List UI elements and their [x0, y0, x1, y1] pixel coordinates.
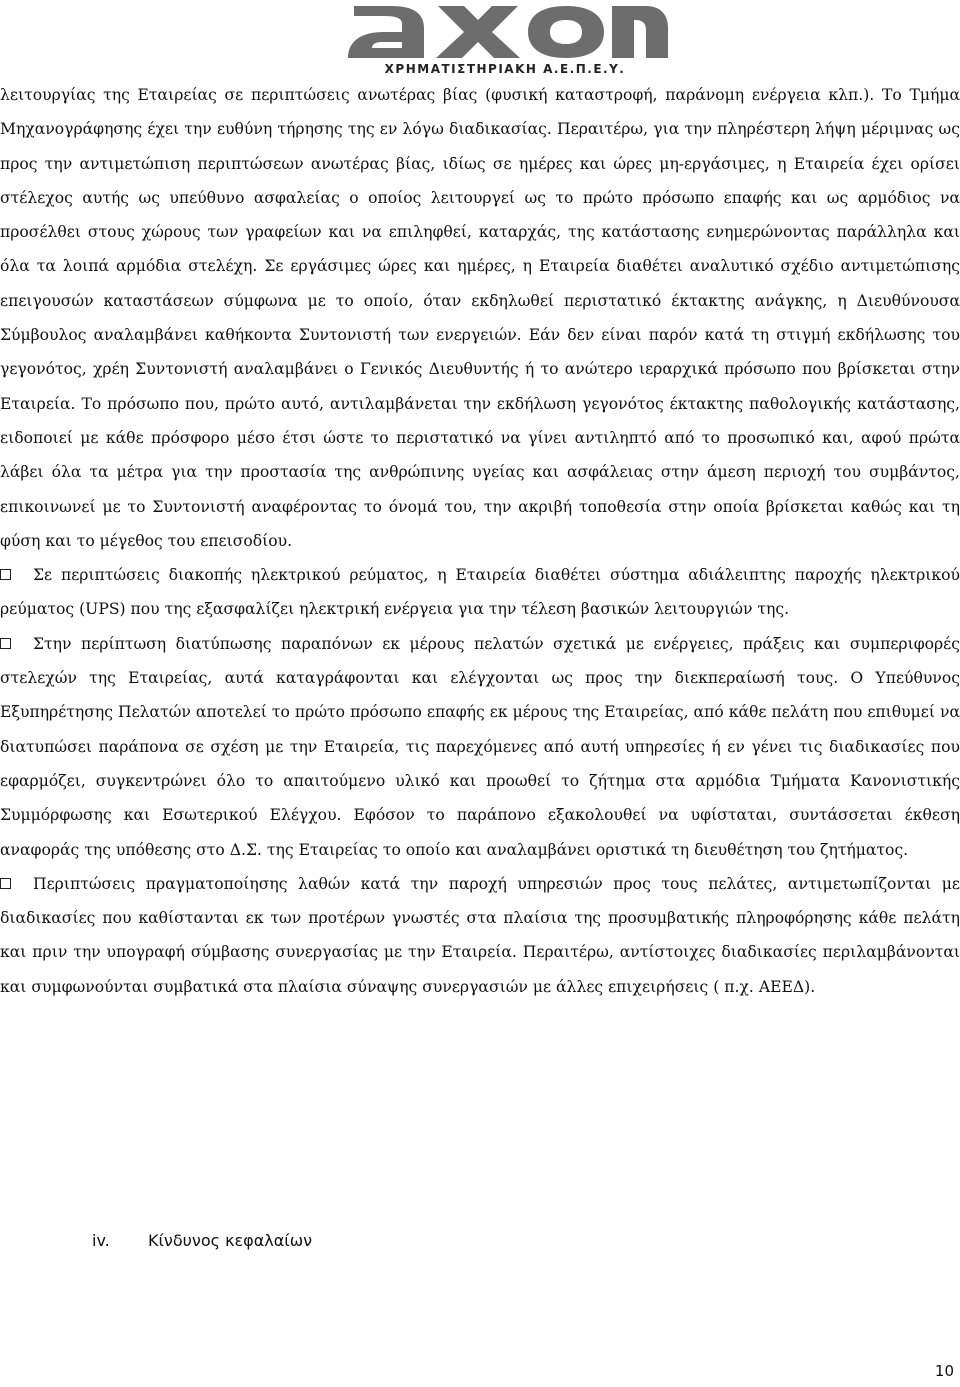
axon-logo-mark [340, 4, 670, 62]
paragraph: λειτουργίας της Εταιρείας σε περιπτώσεις ανωτέρας βίας (φυσική καταστροφή, παράνομη ενέργεια κλπ.). Το Τμήμα Μηχανογράφησης έχει την ευθύνη τήρησης της εν λόγω διαδικασίας. Περαιτέρω, για την πληρέστερη λήψη μέριμνας ως προς την αντιμετώπιση περιπτώσεων ανωτέρας βίας, ιδίως σε ημέρες και ώρες μη-εργάσιμες, η Εταιρεία έχει ορίσει στέλεχος αυτής ως υπεύθυνο ασφαλείας ο οποίος λειτουργεί ως το πρώτο πρόσωπο επαφής και ως αρμόδιος να προσέλθει στους χώρους των γραφείων και να επιληφθεί, καταρχάς, της κατάστασης ενημερώνοντας παράλληλα και όλα τα λοιπά αρμόδια στελέχη. Σε εργάσιμες ώρες και ημέρες, η Εταιρεία διαθέτει αναλυτικό σχέδιο αντιμετώπισης επειγουσών καταστάσεων σύμφωνα με το οποίο, όταν εκδηλωθεί περιστατικό έκτακτης ανάγκης, η Διευθύνουσα Σύμβουλος αναλαμβάνει καθήκοντα Συντονιστή των ενεργειών. Εάν δεν είναι παρόν κατά τη στιγμή εκδήλωσης του γεγονότος, χρέη Συντονιστή αναλαμβάνει ο Γενικός Διευθυντής ή το ανώτερο ιεραρχικά πρόσωπο που βρίσκεται στην Εταιρεία. Το πρόσωπο που, πρώτο αυτό, αντιλαμβάνεται την εκδήλωση γεγονότος έκτακτης παθολογικής κατάστασης, ειδοποιεί με κάθε πρόσφορο μέσο έτσι ώστε το περιστατικό να γίνει αντιληπτό από το προσωπικό και, αφού πρώτα λάβει όλα τα μέτρα για την προστασία της ανθρώπινης υγείας και ασφάλειας στην άμεση περιοχή του συμβάντος, επικοινωνεί με το Συντονιστή αναφέροντας το όνομά του, την ακριβή τοποθεσία στην οποία βρίσκεται καθώς και τη φύση και το μέγεθος του επεισοδίου. [0, 86, 960, 550]
logo-subtitle: ΧΡΗΜΑΤΙΣΤΗΡΙΑΚΗ Α.Ε.Π.Ε.Υ. [384, 62, 626, 76]
section-title: Κίνδυνος κεφαλαίων [148, 1231, 313, 1250]
checkbox-bullet-icon [0, 878, 11, 889]
bullet-item [0, 867, 960, 1004]
bullet-text: Στην περίπτωση διατύπωσης παραπόνων εκ μέρους πελατών σχετικά με ενέργειες, πράξεις και συμπεριφορές στελεχών της Εταιρείας, αυτά καταγράφονται και ελέγχονται ως προς την διεκπεραίωσή τους. Ο Υπεύθυνος Εξυπηρέτησης Πελατών αποτελεί το πρώτο πρόσωπο επαφής εκ μέρους της Εταιρείας, από κάθε πελάτη που επιθυμεί να διατυπώσει παράπονα σε σχέση με την Εταιρεία, τις παρεχόμενες από αυτή υπηρεσίες ή εν γένει τις διαδικασίες που εφαρμόζει, συγκεντρώνει όλο το απαιτούμενο υλικό και προωθεί το ζήτημα στα αρμόδια Τμήματα Κανονιστικής Συμμόρφωσης και Εσωτερικού Ελέγχου. Εφόσον το παράπονο εξακολουθεί να υφίσταται, συντάσσεται έκθεση αναφοράς της υπόθεσης στο Δ.Σ. της Εταιρείας το οποίο και αναλαμβάνει οριστικά τη διευθέτηση του ζητήματος. [0, 634, 960, 859]
company-logo [340, 4, 670, 78]
checkbox-bullet-icon [0, 638, 11, 649]
bullet-text: Περιπτώσεις πραγματοποίησης λαθών κατά την παροχή υπηρεσιών προς τους πελάτες, αντιμετωπίζονται με διαδικασίες που καθίστανται εκ των προτέρων γνωστές στα πλαίσια της προσυμβατικής πληροφόρησης κάθε πελάτη και πριν την υπογραφή σύμβασης συνεργασίας με την Εταιρεία. Περαιτέρω, αντίστοιχες διαδικασίες περιλαμβάνονται και συμφωνούνται συμβατικά στα πλαίσια σύναψης συνεργασιών με άλλες επιχειρήσεις ( π.χ. ΑΕΕΔ). [0, 874, 960, 996]
checkbox-bullet-icon [0, 569, 11, 580]
bullet-item [0, 627, 960, 867]
bullet-text: Σε περιπτώσεις διακοπής ηλεκτρικού ρεύματος, η Εταιρεία διαθέτει σύστημα αδιάλειπτης παροχής ηλεκτρικού ρεύματος (UPS) που της εξασφαλίζει ηλεκτρική ενέργεια για την τέλεση βασικών λειτουργιών της. [0, 566, 960, 619]
page-number: 10 [934, 1362, 954, 1380]
section-heading [92, 1224, 312, 1258]
document-body [0, 78, 960, 1004]
section-number: iv. [92, 1231, 110, 1250]
bullet-item [0, 558, 960, 627]
